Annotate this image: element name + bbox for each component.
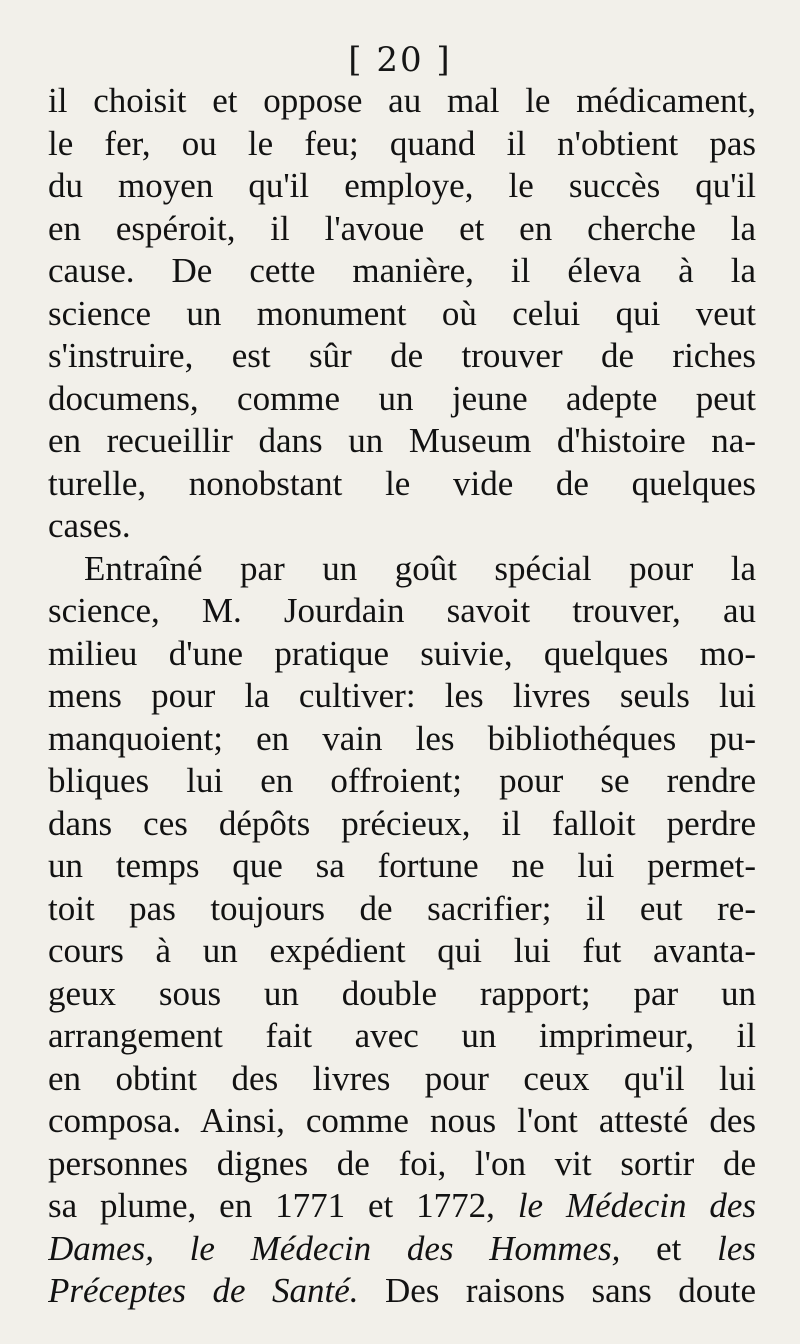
text-line bbox=[48, 420, 756, 463]
text-segment: dans ces dépôts précieux, il falloit perdre bbox=[48, 803, 756, 843]
text-line bbox=[48, 675, 756, 718]
text-segment: science, M. Jourdain savoit trouver, au bbox=[48, 591, 756, 630]
page-number: [ 20 ] bbox=[348, 40, 452, 80]
text-line bbox=[48, 548, 756, 591]
text-segment: Entraîné par un goût spécial pour la bbox=[84, 548, 756, 588]
text-line bbox=[48, 1270, 756, 1313]
italic-text-segment: Dames, le Médecin des Hommes, bbox=[48, 1228, 621, 1268]
text-line bbox=[48, 1058, 756, 1101]
text-segment: geux sous un double rapport; par un bbox=[48, 973, 756, 1013]
text-segment: en espéroit, il l'avoue et en cherche la bbox=[48, 208, 756, 248]
italic-text-segment: les bbox=[717, 1228, 756, 1268]
text-segment: science un monument où celui qui veut bbox=[48, 293, 756, 333]
text-segment: mens pour la cultiver: les livres seuls lui bbox=[48, 676, 756, 715]
text-segment: toit pas toujours de sacrifier; il eut re- bbox=[48, 888, 756, 928]
text-segment: bliques lui en offroient; pour se rendre bbox=[48, 761, 756, 800]
text-segment: Des raisons sans doute bbox=[358, 1271, 756, 1310]
text-line bbox=[48, 293, 756, 336]
text-segment: et bbox=[620, 1228, 718, 1268]
text-line bbox=[48, 250, 756, 293]
text-line bbox=[48, 973, 756, 1016]
text-line bbox=[48, 590, 756, 633]
text-line bbox=[48, 463, 756, 506]
text-segment: en obtint des livres pour ceux qu'il lui bbox=[48, 1058, 756, 1098]
text-segment: personnes dignes de foi, l'on vit sortir de bbox=[48, 1143, 756, 1183]
text-segment: manquoient; en vain les bibliothéques pu- bbox=[48, 718, 756, 758]
text-segment: cours à un expédient qui lui fut avanta- bbox=[48, 931, 756, 970]
text-segment: cause. De cette manière, il éleva à la bbox=[48, 251, 756, 290]
text-line bbox=[48, 335, 756, 378]
text-line bbox=[48, 80, 756, 123]
text-segment: documens, comme un jeune adepte peut bbox=[48, 378, 756, 418]
text-line bbox=[48, 505, 756, 548]
text-segment: du moyen qu'il employe, le succès qu'il bbox=[48, 166, 756, 205]
text-segment: arrangement fait avec un imprimeur, il bbox=[48, 1016, 756, 1055]
text-line bbox=[48, 123, 756, 166]
text-segment: milieu d'une pratique suivie, quelques mo- bbox=[48, 633, 756, 673]
text-line bbox=[48, 165, 756, 208]
text-line bbox=[48, 1015, 756, 1058]
text-line bbox=[48, 1143, 756, 1186]
text-line bbox=[48, 1228, 756, 1271]
italic-text-segment: Préceptes de Santé. bbox=[48, 1271, 359, 1310]
text-line bbox=[48, 845, 756, 888]
text-segment: le fer, ou le feu; quand il n'obtient pas bbox=[48, 123, 756, 163]
text-line bbox=[48, 760, 756, 803]
italic-text-segment: le Médecin des bbox=[517, 1186, 756, 1225]
body-text bbox=[48, 80, 756, 1313]
text-segment: un temps que sa fortune ne lui permet- bbox=[48, 846, 756, 885]
text-line bbox=[48, 1100, 756, 1143]
text-segment: en recueillir dans un Museum d'histoire na- bbox=[48, 421, 756, 460]
text-line bbox=[48, 1185, 756, 1228]
text-line bbox=[48, 888, 756, 931]
text-segment: s'instruire, est sûr de trouver de riches bbox=[48, 336, 756, 375]
text-segment: il choisit et oppose au mal le médicament, bbox=[48, 81, 756, 120]
text-segment: sa plume, en 1771 et 1772, bbox=[48, 1186, 518, 1225]
text-line bbox=[48, 208, 756, 251]
text-line bbox=[48, 803, 756, 846]
text-line bbox=[48, 930, 756, 973]
text-line bbox=[48, 633, 756, 676]
text-line bbox=[48, 718, 756, 761]
text-segment: turelle, nonobstant le vide de quelques bbox=[48, 463, 756, 503]
text-segment: composa. Ainsi, comme nous l'ont attesté des bbox=[48, 1101, 756, 1140]
text-segment: cases. bbox=[48, 506, 131, 545]
text-line bbox=[48, 378, 756, 421]
